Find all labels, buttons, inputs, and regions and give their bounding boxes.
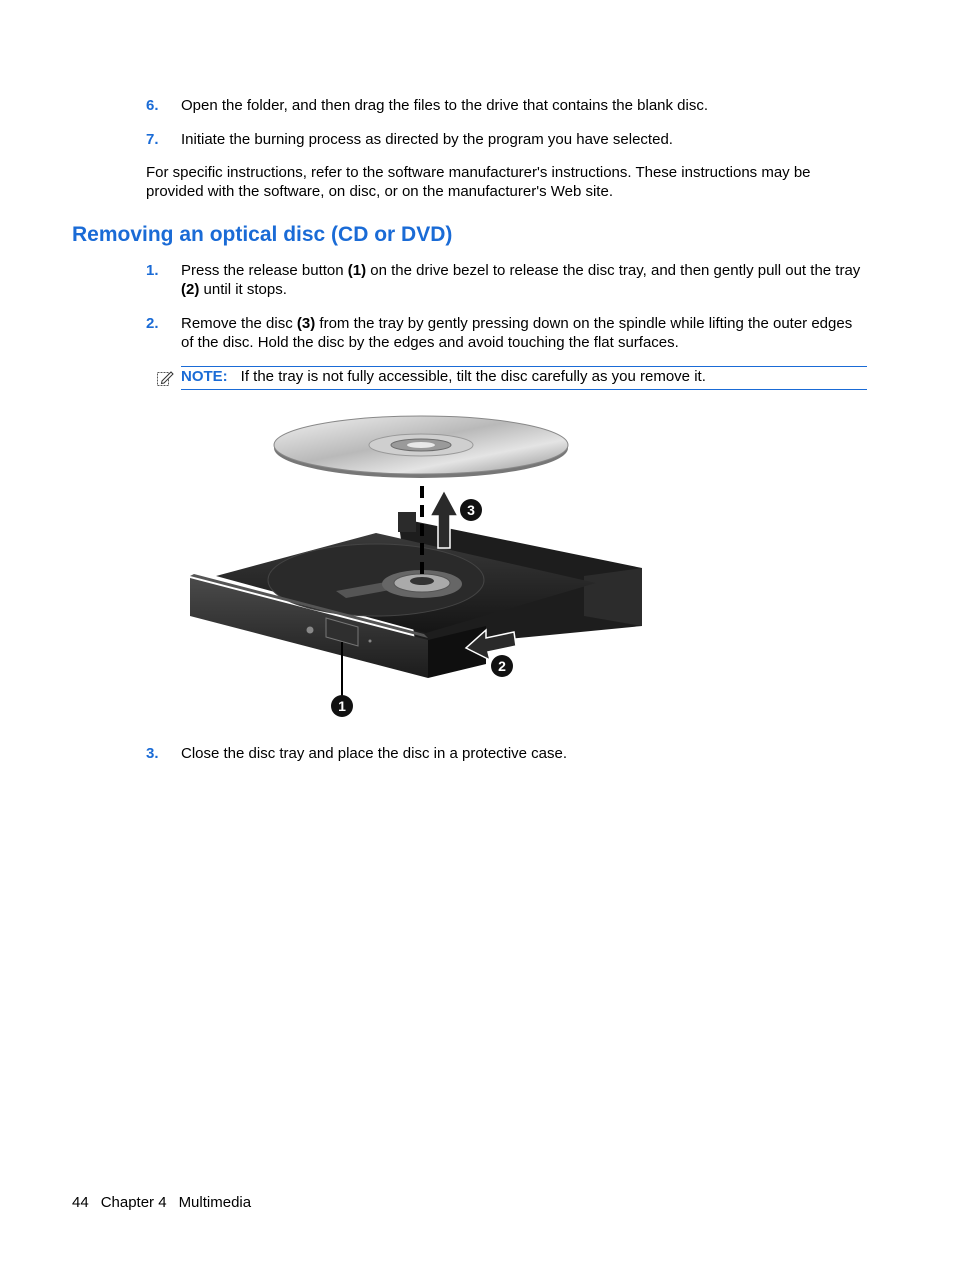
note-label: NOTE: — [181, 368, 228, 385]
callout-ref: (1) — [347, 262, 367, 279]
step-number: 7. — [146, 131, 159, 148]
callout-1-number: 1 — [338, 698, 346, 714]
step-number: 1. — [146, 262, 159, 279]
step-text: Press the release button (1) on the drive bezel to release the disc tray, and then gently pull out the tray (2) until it stops. — [181, 262, 861, 298]
note-text: If the tray is not fully accessible, tilt the disc carefully as you remove it. — [240, 368, 706, 385]
chapter-title: Multimedia — [178, 1194, 252, 1211]
page-number: 44 — [72, 1194, 89, 1211]
step-number: 3. — [146, 745, 159, 762]
note-box — [181, 366, 867, 390]
step-number: 6. — [146, 97, 159, 114]
step-text: Open the folder, and then drag the files to the drive that contains the blank disc. — [181, 97, 709, 114]
step-2 — [146, 314, 868, 352]
step-6 — [146, 96, 868, 115]
intro-paragraph: For specific instructions, refer to the software manufacturer's instructions. These instructions may be provided with the software, on disc, or on the manufacturer's Web site. — [146, 164, 811, 200]
callout-2-number: 2 — [498, 658, 506, 674]
step-text: Close the disc tray and place the disc in a protective case. — [181, 745, 568, 762]
callout-2-badge — [491, 655, 513, 677]
disc — [274, 416, 568, 478]
led-indicator — [307, 627, 314, 634]
step-7 — [146, 130, 868, 149]
callout-3-number: 3 — [467, 502, 475, 518]
step-text: Initiate the burning process as directed by the program you have selected. — [181, 131, 673, 148]
callout-3-badge — [460, 499, 482, 521]
step-1 — [146, 261, 868, 299]
callout-ref: (3) — [296, 315, 316, 332]
chapter-label: Chapter 4 — [100, 1194, 167, 1211]
callout-1-badge — [331, 695, 353, 717]
step-3 — [146, 744, 868, 763]
optical-drive-illustration — [186, 408, 648, 724]
page-footer — [72, 1193, 263, 1212]
step-text: Remove the disc (3) from the tray by gently pressing down on the spindle while lifting the outer edges of the disc. Hold the disc by the edges and avoid touching the flat surfaces. — [181, 315, 853, 351]
note-pencil-icon — [156, 369, 174, 387]
step-number: 2. — [146, 315, 159, 332]
callout-ref: (2) — [181, 281, 200, 298]
section-title: Removing an optical disc (CD or DVD) — [72, 223, 453, 246]
